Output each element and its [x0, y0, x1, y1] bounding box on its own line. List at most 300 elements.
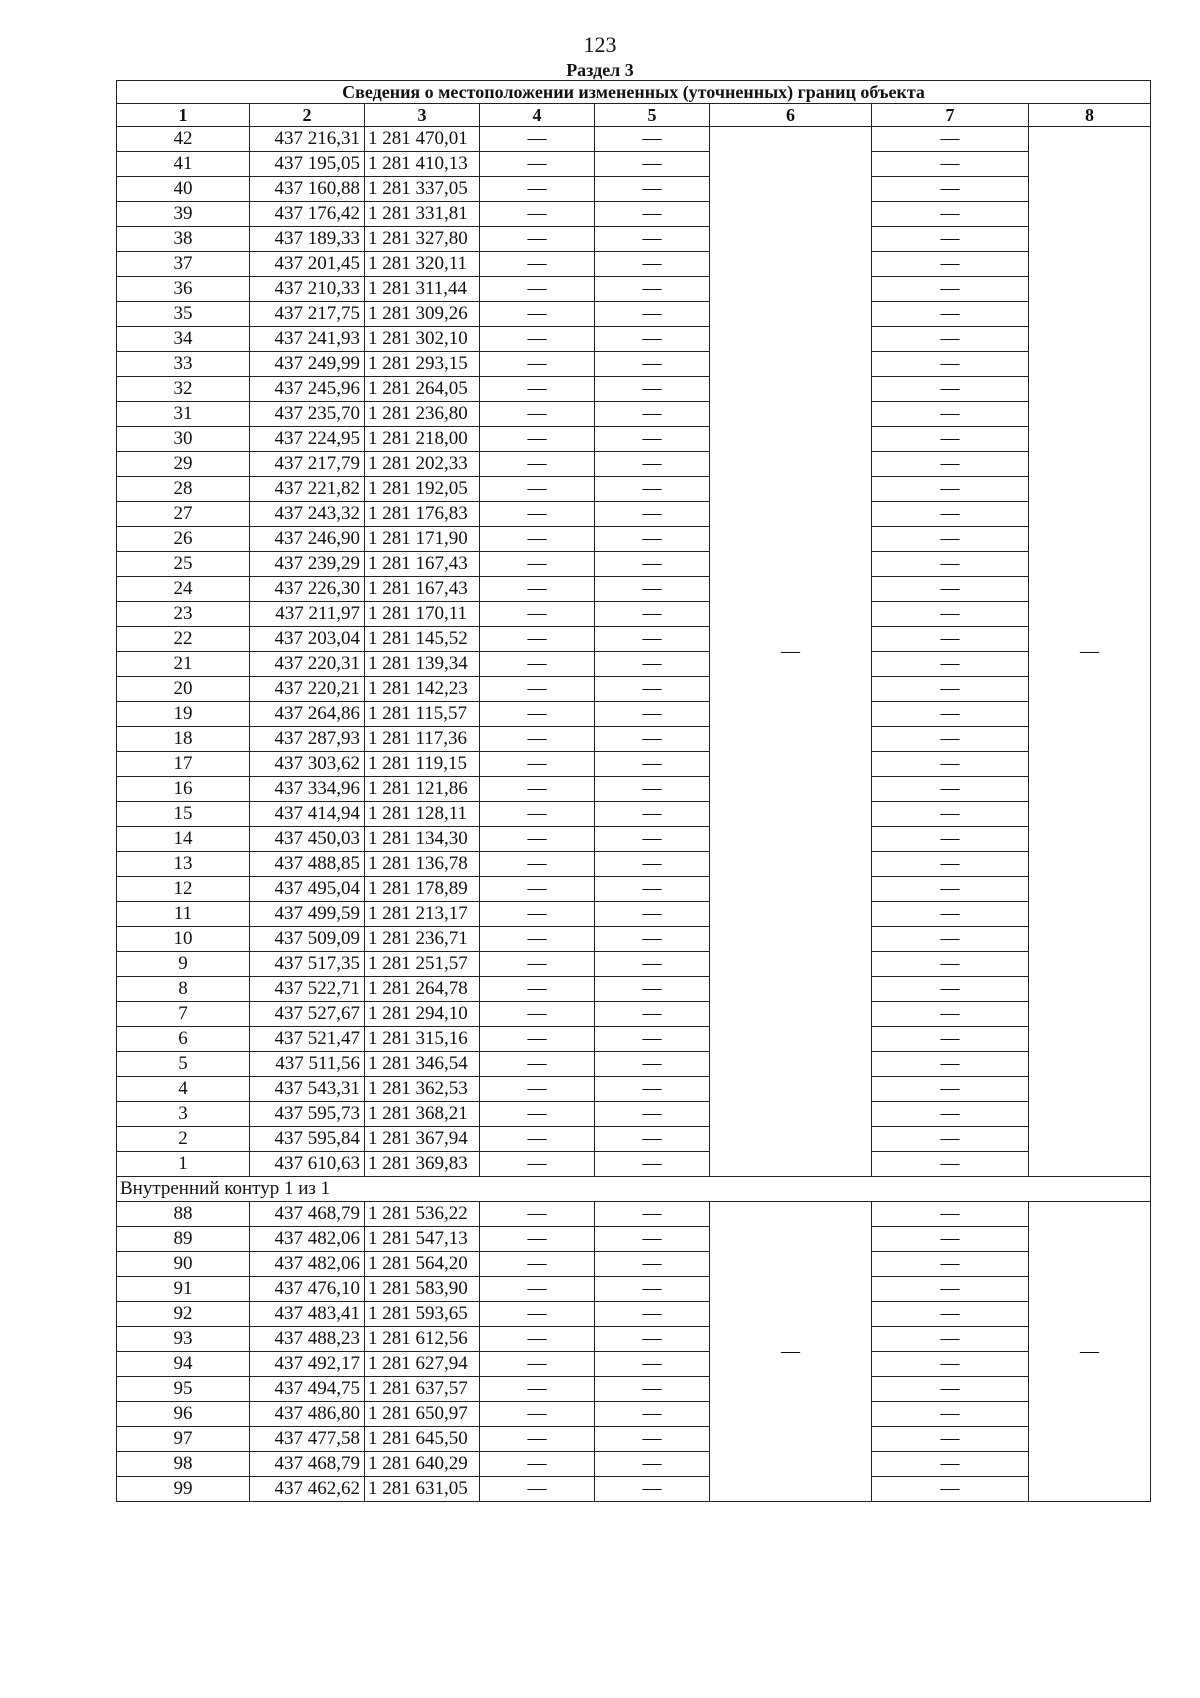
col5-dash: —	[595, 352, 710, 377]
col5-dash: —	[595, 452, 710, 477]
col4-dash: —	[480, 1477, 595, 1502]
table-row	[117, 302, 1151, 327]
col4-dash: —	[480, 177, 595, 202]
table-row	[117, 227, 1151, 252]
x-coordinate: 437 249,99	[250, 352, 365, 377]
col5-dash: —	[595, 1102, 710, 1127]
point-number: 38	[117, 227, 250, 252]
y-coordinate: 1 281 631,05	[365, 1477, 480, 1502]
coordinates-table	[116, 80, 1151, 1502]
col7-dash: —	[872, 1402, 1029, 1427]
point-number: 96	[117, 1402, 250, 1427]
col7-dash: —	[872, 1302, 1029, 1327]
col4-dash: —	[480, 1152, 595, 1177]
col5-dash: —	[595, 477, 710, 502]
point-number: 42	[117, 127, 250, 152]
point-number: 19	[117, 702, 250, 727]
y-coordinate: 1 281 337,05	[365, 177, 480, 202]
y-coordinate: 1 281 410,13	[365, 152, 480, 177]
y-coordinate: 1 281 637,57	[365, 1377, 480, 1402]
col5-dash: —	[595, 852, 710, 877]
table-row	[117, 1002, 1151, 1027]
column-header-row	[117, 104, 1151, 127]
col4-dash: —	[480, 877, 595, 902]
table-row	[117, 1202, 1151, 1227]
col4-dash: —	[480, 952, 595, 977]
table-row	[117, 327, 1151, 352]
y-coordinate: 1 281 115,57	[365, 702, 480, 727]
y-coordinate: 1 281 309,26	[365, 302, 480, 327]
col5-dash: —	[595, 1377, 710, 1402]
y-coordinate: 1 281 645,50	[365, 1427, 480, 1452]
table-row	[117, 627, 1151, 652]
col4-dash: —	[480, 927, 595, 952]
y-coordinate: 1 281 331,81	[365, 202, 480, 227]
column-header-1: 1	[117, 104, 250, 127]
x-coordinate: 437 239,29	[250, 552, 365, 577]
col7-dash: —	[872, 1152, 1029, 1177]
x-coordinate: 437 220,31	[250, 652, 365, 677]
col4-dash: —	[480, 1252, 595, 1277]
column-header-6: 6	[710, 104, 872, 127]
x-coordinate: 437 221,82	[250, 477, 365, 502]
y-coordinate: 1 281 264,05	[365, 377, 480, 402]
y-coordinate: 1 281 236,71	[365, 927, 480, 952]
table-row	[117, 1402, 1151, 1427]
table-row	[117, 552, 1151, 577]
y-coordinate: 1 281 213,17	[365, 902, 480, 927]
col7-dash: —	[872, 502, 1029, 527]
col4-dash: —	[480, 902, 595, 927]
table-row	[117, 1452, 1151, 1477]
table-row	[117, 752, 1151, 777]
x-coordinate: 437 243,32	[250, 502, 365, 527]
y-coordinate: 1 281 145,52	[365, 627, 480, 652]
x-coordinate: 437 468,79	[250, 1452, 365, 1477]
col5-dash: —	[595, 252, 710, 277]
col7-dash: —	[872, 1352, 1029, 1377]
col4-dash: —	[480, 852, 595, 877]
y-coordinate: 1 281 117,36	[365, 727, 480, 752]
x-coordinate: 437 482,06	[250, 1252, 365, 1277]
y-coordinate: 1 281 142,23	[365, 677, 480, 702]
point-number: 6	[117, 1027, 250, 1052]
table-row	[117, 202, 1151, 227]
col4-dash: —	[480, 1427, 595, 1452]
col4-dash: —	[480, 377, 595, 402]
col7-dash: —	[872, 727, 1029, 752]
col4-dash: —	[480, 752, 595, 777]
col7-dash: —	[872, 1452, 1029, 1477]
col4-dash: —	[480, 252, 595, 277]
table-row	[117, 252, 1151, 277]
x-coordinate: 437 211,97	[250, 602, 365, 627]
col4-dash: —	[480, 1102, 595, 1127]
table-row	[117, 1427, 1151, 1452]
table-row	[117, 1152, 1151, 1177]
col5-dash: —	[595, 627, 710, 652]
col7-dash: —	[872, 827, 1029, 852]
col5-dash: —	[595, 1477, 710, 1502]
col7-dash: —	[872, 477, 1029, 502]
table-row	[117, 577, 1151, 602]
y-coordinate: 1 281 170,11	[365, 602, 480, 627]
col7-dash: —	[872, 1227, 1029, 1252]
col4-dash: —	[480, 1027, 595, 1052]
col7-dash: —	[872, 1052, 1029, 1077]
x-coordinate: 437 176,42	[250, 202, 365, 227]
point-number: 4	[117, 1077, 250, 1102]
x-coordinate: 437 477,58	[250, 1427, 365, 1452]
col5-dash: —	[595, 802, 710, 827]
column-header-5: 5	[595, 104, 710, 127]
x-coordinate: 437 509,09	[250, 927, 365, 952]
table-row	[117, 1127, 1151, 1152]
col7-dash: —	[872, 427, 1029, 452]
table-row	[117, 652, 1151, 677]
x-coordinate: 437 226,30	[250, 577, 365, 602]
table-row	[117, 877, 1151, 902]
col7-dash: —	[872, 927, 1029, 952]
x-coordinate: 437 488,85	[250, 852, 365, 877]
col5-dash: —	[595, 877, 710, 902]
col5-dash: —	[595, 927, 710, 952]
y-coordinate: 1 281 583,90	[365, 1277, 480, 1302]
col4-dash: —	[480, 777, 595, 802]
point-number: 32	[117, 377, 250, 402]
x-coordinate: 437 201,45	[250, 252, 365, 277]
col4-dash: —	[480, 802, 595, 827]
x-coordinate: 437 494,75	[250, 1377, 365, 1402]
table-row	[117, 377, 1151, 402]
x-coordinate: 437 210,33	[250, 277, 365, 302]
point-number: 37	[117, 252, 250, 277]
column-header-8: 8	[1029, 104, 1151, 127]
col4-dash: —	[480, 652, 595, 677]
table-row	[117, 702, 1151, 727]
col7-dash: —	[872, 1427, 1029, 1452]
y-coordinate: 1 281 171,90	[365, 527, 480, 552]
y-coordinate: 1 281 192,05	[365, 477, 480, 502]
y-coordinate: 1 281 627,94	[365, 1352, 480, 1377]
point-number: 11	[117, 902, 250, 927]
col4-dash: —	[480, 127, 595, 152]
col7-dash: —	[872, 602, 1029, 627]
table-row	[117, 502, 1151, 527]
col5-dash: —	[595, 127, 710, 152]
col4-dash: —	[480, 627, 595, 652]
col5-dash: —	[595, 152, 710, 177]
col4-dash: —	[480, 1227, 595, 1252]
table-row	[117, 352, 1151, 377]
col5-dash: —	[595, 777, 710, 802]
table-row	[117, 852, 1151, 877]
col5-dash: —	[595, 1402, 710, 1427]
col5-dash: —	[595, 1202, 710, 1227]
x-coordinate: 437 499,59	[250, 902, 365, 927]
col4-dash: —	[480, 1077, 595, 1102]
table-row	[117, 1377, 1151, 1402]
col5-dash: —	[595, 902, 710, 927]
y-coordinate: 1 281 327,80	[365, 227, 480, 252]
x-coordinate: 437 483,41	[250, 1302, 365, 1327]
col4-dash: —	[480, 1302, 595, 1327]
y-coordinate: 1 281 650,97	[365, 1402, 480, 1427]
y-coordinate: 1 281 134,30	[365, 827, 480, 852]
point-number: 28	[117, 477, 250, 502]
col5-dash: —	[595, 1302, 710, 1327]
col5-dash: —	[595, 377, 710, 402]
y-coordinate: 1 281 369,83	[365, 1152, 480, 1177]
point-number: 33	[117, 352, 250, 377]
column-header-3: 3	[365, 104, 480, 127]
y-coordinate: 1 281 218,00	[365, 427, 480, 452]
col7-dash: —	[872, 1277, 1029, 1302]
inner-contour-row	[117, 1177, 1151, 1202]
col5-dash: —	[595, 677, 710, 702]
table-row	[117, 777, 1151, 802]
x-coordinate: 437 303,62	[250, 752, 365, 777]
table-row	[117, 827, 1151, 852]
col7-dash: —	[872, 1002, 1029, 1027]
col7-dash: —	[872, 252, 1029, 277]
x-coordinate: 437 195,05	[250, 152, 365, 177]
point-number: 16	[117, 777, 250, 802]
col7-dash: —	[872, 977, 1029, 1002]
col5-dash: —	[595, 702, 710, 727]
column-header-2: 2	[250, 104, 365, 127]
col7-dash: —	[872, 677, 1029, 702]
point-number: 17	[117, 752, 250, 777]
col5-dash: —	[595, 577, 710, 602]
col7-dash: —	[872, 527, 1029, 552]
table-row	[117, 477, 1151, 502]
col7-dash: —	[872, 1127, 1029, 1152]
point-number: 36	[117, 277, 250, 302]
col5-dash: —	[595, 602, 710, 627]
x-coordinate: 437 543,31	[250, 1077, 365, 1102]
x-coordinate: 437 334,96	[250, 777, 365, 802]
point-number: 23	[117, 602, 250, 627]
x-coordinate: 437 264,86	[250, 702, 365, 727]
y-coordinate: 1 281 311,44	[365, 277, 480, 302]
col4-dash: —	[480, 1052, 595, 1077]
point-number: 3	[117, 1102, 250, 1127]
point-number: 35	[117, 302, 250, 327]
col7-dash: —	[872, 902, 1029, 927]
x-coordinate: 437 216,31	[250, 127, 365, 152]
point-number: 26	[117, 527, 250, 552]
col4-dash: —	[480, 827, 595, 852]
point-number: 20	[117, 677, 250, 702]
table-row	[117, 1302, 1151, 1327]
y-coordinate: 1 281 367,94	[365, 1127, 480, 1152]
point-number: 7	[117, 1002, 250, 1027]
col5-dash: —	[595, 1452, 710, 1477]
point-number: 95	[117, 1377, 250, 1402]
table-row	[117, 277, 1151, 302]
col5-dash: —	[595, 1027, 710, 1052]
y-coordinate: 1 281 547,13	[365, 1227, 480, 1252]
col4-dash: —	[480, 1377, 595, 1402]
x-coordinate: 437 160,88	[250, 177, 365, 202]
x-coordinate: 437 511,56	[250, 1052, 365, 1077]
x-coordinate: 437 610,63	[250, 1152, 365, 1177]
y-coordinate: 1 281 593,65	[365, 1302, 480, 1327]
col5-dash: —	[595, 427, 710, 452]
x-coordinate: 437 476,10	[250, 1277, 365, 1302]
x-coordinate: 437 220,21	[250, 677, 365, 702]
col5-dash: —	[595, 1127, 710, 1152]
table-caption: Сведения о местоположении измененных (уточненных) границ объекта	[117, 81, 1151, 104]
table-row	[117, 1327, 1151, 1352]
col4-dash: —	[480, 727, 595, 752]
table-row	[117, 1477, 1151, 1502]
col5-dash: —	[595, 527, 710, 552]
inner-col8-merged: —	[1029, 1202, 1151, 1502]
table-row	[117, 1077, 1151, 1102]
col7-dash: —	[872, 752, 1029, 777]
table-row	[117, 927, 1151, 952]
x-coordinate: 437 241,93	[250, 327, 365, 352]
col7-dash: —	[872, 1102, 1029, 1127]
point-number: 5	[117, 1052, 250, 1077]
col7-dash: —	[872, 652, 1029, 677]
col7-dash: —	[872, 702, 1029, 727]
point-number: 88	[117, 1202, 250, 1227]
col4-dash: —	[480, 1002, 595, 1027]
col7-dash: —	[872, 327, 1029, 352]
point-number: 14	[117, 827, 250, 852]
point-number: 21	[117, 652, 250, 677]
y-coordinate: 1 281 167,43	[365, 552, 480, 577]
col5-dash: —	[595, 827, 710, 852]
col5-dash: —	[595, 402, 710, 427]
col7-dash: —	[872, 1077, 1029, 1102]
table-row	[117, 127, 1151, 152]
col5-dash: —	[595, 1427, 710, 1452]
y-coordinate: 1 281 202,33	[365, 452, 480, 477]
col5-dash: —	[595, 302, 710, 327]
col5-dash: —	[595, 552, 710, 577]
point-number: 98	[117, 1452, 250, 1477]
y-coordinate: 1 281 640,29	[365, 1452, 480, 1477]
col4-dash: —	[480, 202, 595, 227]
col7-dash: —	[872, 877, 1029, 902]
col5-dash: —	[595, 952, 710, 977]
col4-dash: —	[480, 302, 595, 327]
col7-dash: —	[872, 802, 1029, 827]
col5-dash: —	[595, 1077, 710, 1102]
outer-col8-merged: —	[1029, 127, 1151, 1177]
x-coordinate: 437 245,96	[250, 377, 365, 402]
column-header-4: 4	[480, 104, 595, 127]
col7-dash: —	[872, 177, 1029, 202]
table-row	[117, 177, 1151, 202]
y-coordinate: 1 281 136,78	[365, 852, 480, 877]
col4-dash: —	[480, 427, 595, 452]
x-coordinate: 437 246,90	[250, 527, 365, 552]
table-row	[117, 1027, 1151, 1052]
y-coordinate: 1 281 612,56	[365, 1327, 480, 1352]
col7-dash: —	[872, 277, 1029, 302]
col7-dash: —	[872, 577, 1029, 602]
y-coordinate: 1 281 128,11	[365, 802, 480, 827]
x-coordinate: 437 414,94	[250, 802, 365, 827]
y-coordinate: 1 281 293,15	[365, 352, 480, 377]
col5-dash: —	[595, 1277, 710, 1302]
x-coordinate: 437 521,47	[250, 1027, 365, 1052]
col5-dash: —	[595, 277, 710, 302]
point-number: 89	[117, 1227, 250, 1252]
x-coordinate: 437 595,73	[250, 1102, 365, 1127]
point-number: 25	[117, 552, 250, 577]
y-coordinate: 1 281 320,11	[365, 252, 480, 277]
x-coordinate: 437 203,04	[250, 627, 365, 652]
col4-dash: —	[480, 1277, 595, 1302]
point-number: 13	[117, 852, 250, 877]
y-coordinate: 1 281 121,86	[365, 777, 480, 802]
point-number: 24	[117, 577, 250, 602]
col5-dash: —	[595, 977, 710, 1002]
col5-dash: —	[595, 1327, 710, 1352]
x-coordinate: 437 488,23	[250, 1327, 365, 1352]
y-coordinate: 1 281 315,16	[365, 1027, 480, 1052]
x-coordinate: 437 224,95	[250, 427, 365, 452]
x-coordinate: 437 492,17	[250, 1352, 365, 1377]
col4-dash: —	[480, 677, 595, 702]
x-coordinate: 437 287,93	[250, 727, 365, 752]
col7-dash: —	[872, 202, 1029, 227]
y-coordinate: 1 281 346,54	[365, 1052, 480, 1077]
col5-dash: —	[595, 1227, 710, 1252]
col5-dash: —	[595, 1002, 710, 1027]
point-number: 92	[117, 1302, 250, 1327]
col5-dash: —	[595, 727, 710, 752]
col7-dash: —	[872, 402, 1029, 427]
col4-dash: —	[480, 1127, 595, 1152]
col4-dash: —	[480, 477, 595, 502]
col4-dash: —	[480, 1327, 595, 1352]
section-title: Раздел 3	[566, 60, 634, 80]
y-coordinate: 1 281 176,83	[365, 502, 480, 527]
table-row	[117, 677, 1151, 702]
col4-dash: —	[480, 152, 595, 177]
y-coordinate: 1 281 536,22	[365, 1202, 480, 1227]
x-coordinate: 437 462,62	[250, 1477, 365, 1502]
y-coordinate: 1 281 294,10	[365, 1002, 480, 1027]
page-number: 123	[583, 32, 617, 57]
table-row	[117, 1277, 1151, 1302]
col7-dash: —	[872, 377, 1029, 402]
col5-dash: —	[595, 202, 710, 227]
point-number: 31	[117, 402, 250, 427]
x-coordinate: 437 450,03	[250, 827, 365, 852]
col5-dash: —	[595, 1252, 710, 1277]
col5-dash: —	[595, 327, 710, 352]
col7-dash: —	[872, 1377, 1029, 1402]
inner-contour-label: Внутренний контур 1 из 1	[117, 1177, 1151, 1202]
point-number: 97	[117, 1427, 250, 1452]
col4-dash: —	[480, 552, 595, 577]
col7-dash: —	[872, 1202, 1029, 1227]
col4-dash: —	[480, 402, 595, 427]
table-row	[117, 727, 1151, 752]
col4-dash: —	[480, 327, 595, 352]
col4-dash: —	[480, 352, 595, 377]
col4-dash: —	[480, 977, 595, 1002]
x-coordinate: 437 495,04	[250, 877, 365, 902]
